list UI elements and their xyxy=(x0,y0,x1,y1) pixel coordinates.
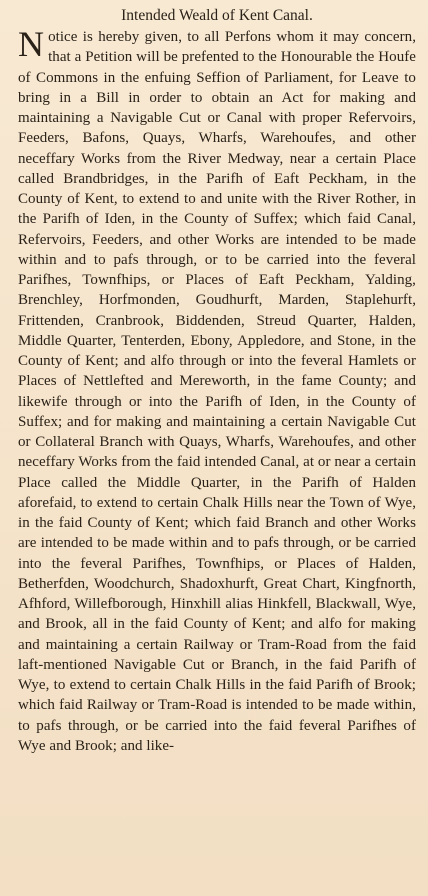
notice-paragraph xyxy=(18,24,416,756)
drop-cap: N xyxy=(18,24,45,64)
notice-body xyxy=(18,24,416,756)
notice-text: otice is hereby given, to all Perfons whom it may concern, that a Petition will be prefented to the Honourable the Houfe of Commons in the enfuing Seffion of Parliament, for Leave to bring in a Bill in order to obtain an Act for making and maintaining a Navigable Cut or Canal with proper Refervoirs, Feeders, Bafons, Quays, Wharfs, Warehoufes, and other neceffary Works from the River Medway, near a certain Place called Brandbridges, in the Parifh of Eaft Peckham, in the County of Kent, to extend to and unite with the River Rother, in the Parifh of Iden, in the County of Suffex; which faid Canal, Refervoirs, Feeders, and other Works are intended to be made within and to pafs through, or to be carried into the feveral Parifhes, Townfhips, or Places of Eaft Peckham, Yalding, Brenchley, Horfmonden, Goudhurft, Marden, Staplehurft, Frittenden, Cranbrook, Biddenden, Streud Quarter, Halden, Middle Quarter, Tenterden, Ebony, Appledore, and Stone, in the County of Kent; and alfo through or into the feveral Hamlets or Places of Nettlefted and Mereworth, in the fame County; and likewife through or into the Parifh of Iden, in the County of Suffex; and for making and maintaining a certain Navigable Cut or Collateral Branch with Quays, Wharfs, Warehoufes, and other neceffary Works from the faid intended Canal, at or near a certain Place called the Middle Quarter, in the Parifh of Halden aforefaid, to extend to certain Chalk Hills near the Town of Wye, in the faid County of Kent; which faid Branch and other Works are intended to be made within and to pafs through, or be carried into the feveral Parifhes, Townfhips, or Places of Halden, Betherfden, Woodchurch, Shadoxhurft, Great Chart, Kingfnorth, Afhford, Willefborough, Hinxhill alias Hinkfell, Blackwall, Wye, and Brook, all in the faid County of Kent; and alfo for making and maintaining a certain Railway or Tram-Road from the faid laft-mentioned Navigable Cut or Branch, in the faid Parifh of Wye, to extend to certain Chalk Hills in the faid Parifh of Brook; which faid Railway or Tram-Road is intended to be made within, to pafs through, or be carried into the faid feveral Parifhes of Wye and Brook; and like- xyxy=(18,29,416,754)
notice-title: Intended Weald of Kent Canal. xyxy=(121,7,313,24)
